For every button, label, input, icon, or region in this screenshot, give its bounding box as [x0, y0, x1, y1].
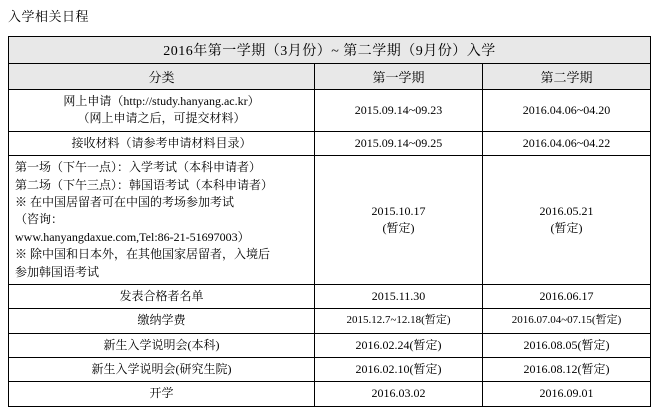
row-category	[9, 90, 315, 132]
table-row	[9, 382, 651, 406]
table-row	[9, 284, 651, 308]
row-category	[9, 309, 315, 333]
table-row	[9, 156, 651, 285]
value-line: 2016.04.06~04.22	[522, 135, 611, 150]
value-line: 2016.08.05(暂定)	[523, 337, 610, 352]
row-semester1	[315, 358, 483, 382]
category-line: （网上申请之后，可提交材料）	[77, 111, 246, 126]
value-line: 2016.05.21	[539, 203, 594, 218]
value-line: 2016.06.17	[539, 288, 594, 303]
value-note: (暂定)	[382, 221, 415, 236]
row-semester1	[315, 156, 483, 285]
row-category	[9, 156, 315, 285]
category-line: 参加韩国语考试	[15, 264, 100, 279]
value-line: 2016.02.24(暂定)	[355, 337, 442, 352]
row-semester2	[483, 156, 651, 285]
row-semester2	[483, 382, 651, 406]
value-line: 2015.10.17	[371, 203, 426, 218]
column-header-semester1: 第一学期	[315, 64, 483, 90]
row-category	[9, 333, 315, 357]
admission-schedule-table	[8, 36, 651, 407]
table-title-row	[9, 37, 651, 64]
row-category	[9, 284, 315, 308]
category-line: 第一场（下午一点）：入学考试（本科申请者）	[15, 160, 262, 175]
row-semester1	[315, 131, 483, 155]
table-row	[9, 131, 651, 155]
row-semester2	[483, 358, 651, 382]
value-line: 2016.07.04~07.15(暂定)	[511, 314, 622, 327]
value-note: (暂定)	[550, 221, 583, 236]
category-line: 新生入学说明会(研究生院)	[91, 362, 232, 377]
category-line: （咨询：	[15, 212, 64, 227]
category-line: www.hanyangdaxue.com,Tel:86-21-51697003）	[15, 229, 250, 244]
table-row	[9, 333, 651, 357]
column-header-category: 分类	[9, 64, 315, 90]
row-semester2	[483, 90, 651, 132]
value-line: 2016.03.02	[371, 386, 426, 401]
table-title: 2016年第一学期（3月份）~ 第二学期（9月份）入学	[9, 37, 651, 64]
value-line: 2016.09.01	[539, 386, 594, 401]
table-header-row	[9, 64, 651, 90]
category-line: 新生入学说明会(本科)	[103, 337, 220, 352]
page-title: 入学相关日程	[8, 9, 90, 24]
category-line: ※ 除中国和日本外，在其他国家居留者，入境后	[15, 247, 271, 262]
row-semester2	[483, 309, 651, 333]
value-line: 2016.04.06~04.20	[522, 102, 611, 117]
table-row	[9, 90, 651, 132]
value-line: 2015.12.7~12.18(暂定)	[346, 314, 451, 327]
value-line: 2015.09.14~09.25	[354, 135, 443, 150]
category-line: 开学	[149, 386, 174, 401]
value-line: 2015.09.14~09.23	[354, 102, 443, 117]
column-header-semester2: 第二学期	[483, 64, 651, 90]
value-line: 2016.08.12(暂定)	[523, 362, 610, 377]
value-line: 2015.11.30	[371, 288, 426, 303]
category-line: 发表合格者名单	[119, 288, 204, 303]
category-line: ※ 在中国居留者可在中国的考场参加考试	[15, 194, 235, 209]
row-category	[9, 382, 315, 406]
row-semester2	[483, 131, 651, 155]
row-semester1	[315, 284, 483, 308]
category-line: 接收材料（请参考申请材料目录）	[71, 135, 252, 150]
category-line: 网上申请（http://study.hanyang.ac.kr）	[63, 94, 260, 108]
table-row	[9, 358, 651, 382]
category-line: 缴纳学费	[137, 313, 186, 328]
row-category	[9, 358, 315, 382]
value-line: 2016.02.10(暂定)	[355, 362, 442, 377]
row-semester1	[315, 90, 483, 132]
table-row	[9, 309, 651, 333]
row-semester2	[483, 333, 651, 357]
row-semester1	[315, 382, 483, 406]
row-semester1	[315, 309, 483, 333]
row-category	[9, 131, 315, 155]
category-line: 第二场（下午三点）：韩国语考试（本科申请者）	[15, 177, 274, 192]
row-semester2	[483, 284, 651, 308]
row-semester1	[315, 333, 483, 357]
